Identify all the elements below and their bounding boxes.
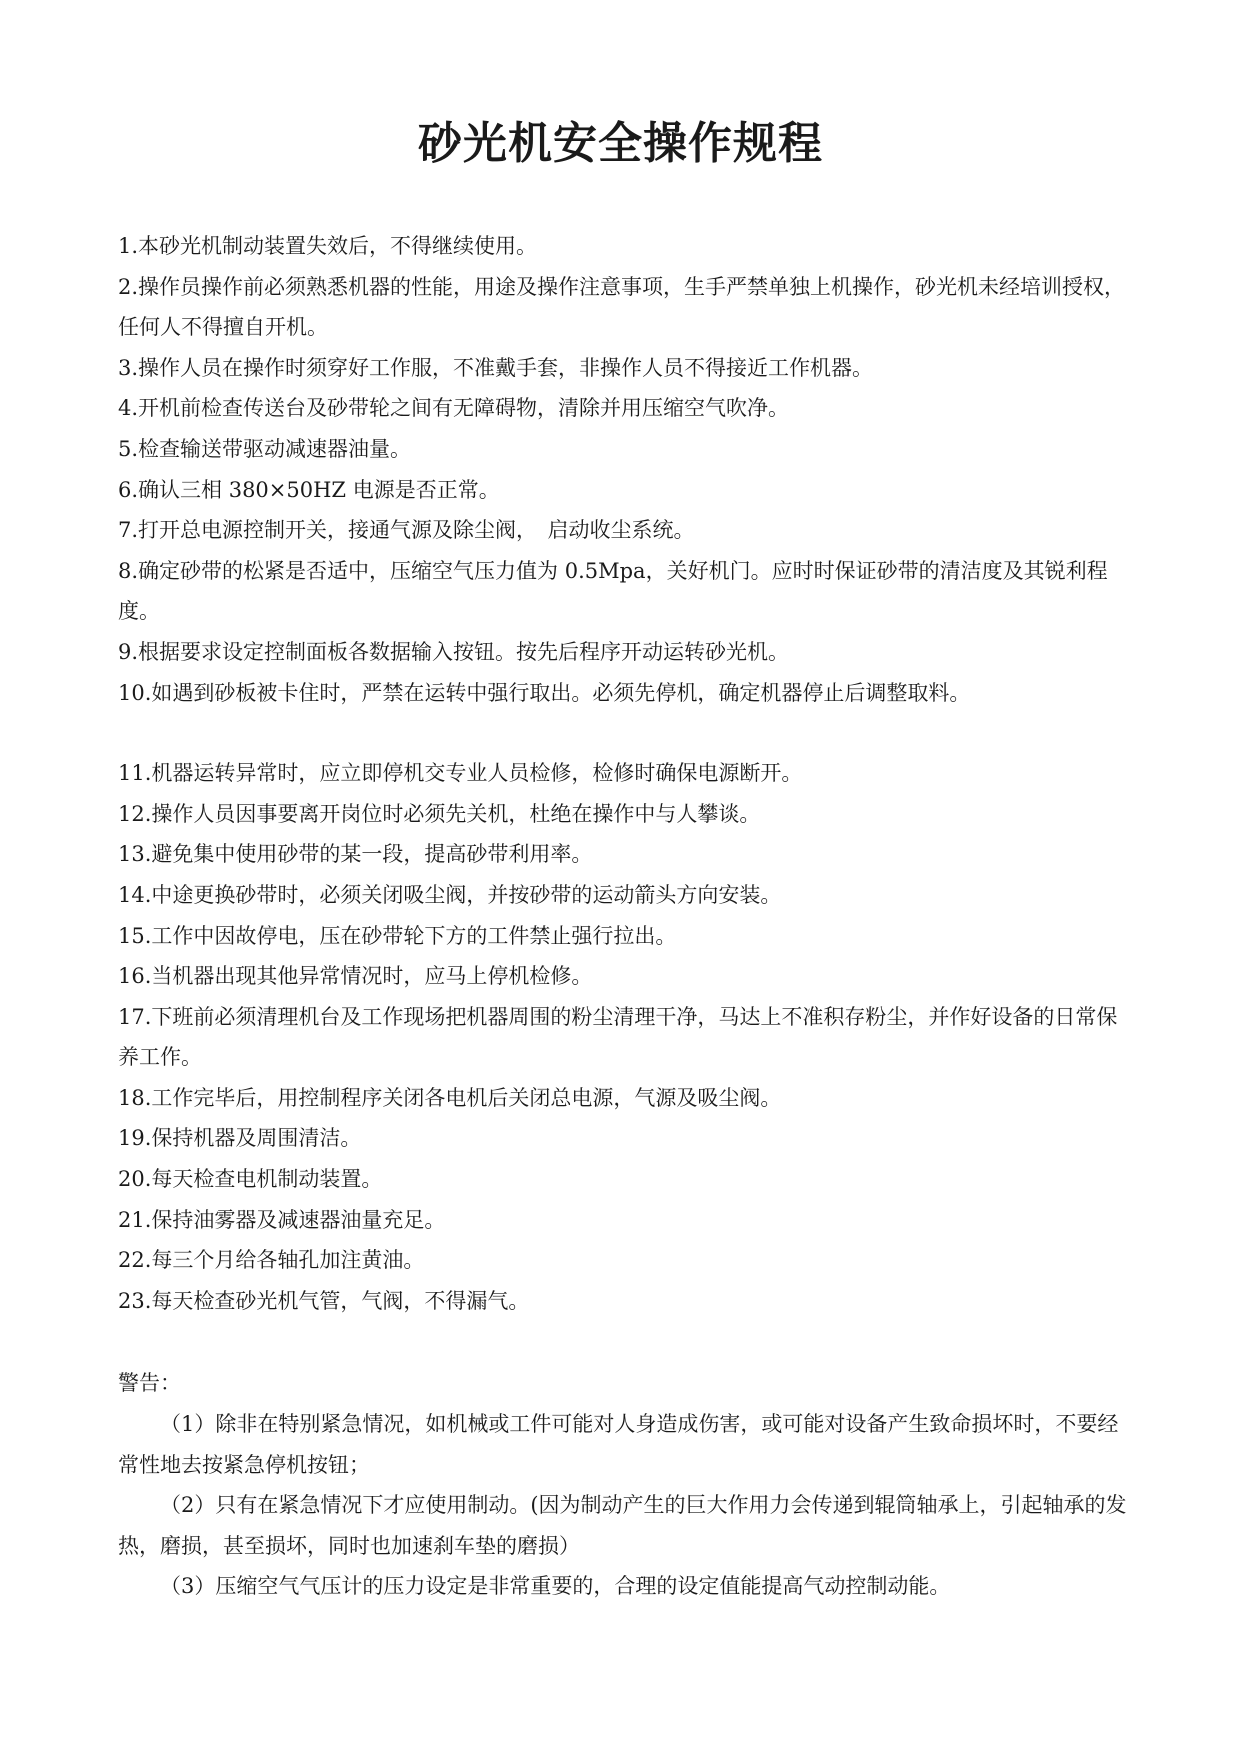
rule-item: 16.当机器出现其他异常情况时，应马上停机检修。 [118,964,593,989]
rule-item: 20.每天检查电机制动装置。 [118,1167,383,1192]
rules-list-part1 [118,226,1128,713]
rule-item: 5.检查输送带驱动减速器油量。 [118,436,412,461]
rule-item: 1.本砂光机制动装置失效后，不得继续使用。 [118,234,538,258]
warning-item: （3）压缩空气气压计的压力设定是非常重要的，合理的设定值能提高气动控制动能。 [160,1574,951,1599]
rule-item: 8.确定砂带的松紧是否适中，压缩空气压力值为 0.5Mpa，关好机门。应时时保证砂带的清洁度及其锐利程度。 [118,558,1108,624]
rule-item: 23.每天检查砂光机气管，气阀，不得漏气。 [118,1288,530,1313]
rule-item: 6.确认三相 380×50HZ 电源是否正常。 [118,477,500,502]
blank-line [118,713,1128,753]
rule-item: 17.下班前必须清理机台及工作现场把机器周围的粉尘清理干净，马达上不准积存粉尘，并作好设备的日常保养工作。 [118,1004,1118,1070]
warning-label: 警告： [118,1371,181,1396]
rule-item: 10.如遇到砂板被卡住时，严禁在运转中强行取出。必须先停机，确定机器停止后调整取料。 [118,680,971,705]
rule-item: 21.保持油雾器及减速器油量充足。 [118,1207,446,1232]
rule-item: 2.操作员操作前必须熟悉机器的性能，用途及操作注意事项，生手严禁单独上机操作，砂光机未经培训授权，任何人不得擅自开机。 [118,274,1126,340]
rule-item: 13.避免集中使用砂带的某一段，提高砂带利用率。 [118,842,593,867]
rules-list-part2 [118,753,1128,1321]
warning-item: （1）除非在特别紧急情况，如机械或工件可能对人身造成伤害，或可能对设备产生致命损坏时，不要经常性地去按紧急停机按钮； [118,1412,1119,1477]
rule-item: 11.机器运转异常时，应立即停机交专业人员检修，检修时确保电源断开。 [118,761,803,786]
rule-item: 9.根据要求设定控制面板各数据输入按钮。按先后程序开动运转砂光机。 [118,639,790,664]
document-body [118,226,1128,1607]
rule-item: 4.开机前检查传送台及砂带轮之间有无障碍物，清除并用压缩空气吹净。 [118,396,790,421]
blank-line [118,1321,1128,1363]
rule-item: 19.保持机器及周围清洁。 [118,1126,362,1151]
rule-item: 22.每三个月给各轴孔加注黄油。 [118,1248,425,1273]
rule-item: 7.打开总电源控制开关，接通气源及除尘阀， 启动收尘系统。 [118,518,695,543]
rule-item: 12.操作人员因事要离开岗位时必须先关机，杜绝在操作中与人攀谈。 [118,801,761,826]
rule-item: 3.操作人员在操作时须穿好工作服，不准戴手套，非操作人员不得接近工作机器。 [118,355,874,380]
rule-item: 15.工作中因故停电，压在砂带轮下方的工件禁止强行拉出。 [118,923,677,948]
rule-item: 14.中途更换砂带时，必须关闭吸尘阀，并按砂带的运动箭头方向安装。 [118,882,782,907]
warning-section [118,1363,1128,1607]
rule-item: 18.工作完毕后，用控制程序关闭各电机后关闭总电源，气源及吸尘阀。 [118,1085,782,1110]
document-title: 砂光机安全操作规程 [418,118,823,169]
warning-item: （2）只有在紧急情况下才应使用制动。(因为制动产生的巨大作用力会传递到辊筒轴承上，引起轴承的发热，磨损，甚至损坏，同时也加速刹车垫的磨损） [118,1493,1127,1558]
